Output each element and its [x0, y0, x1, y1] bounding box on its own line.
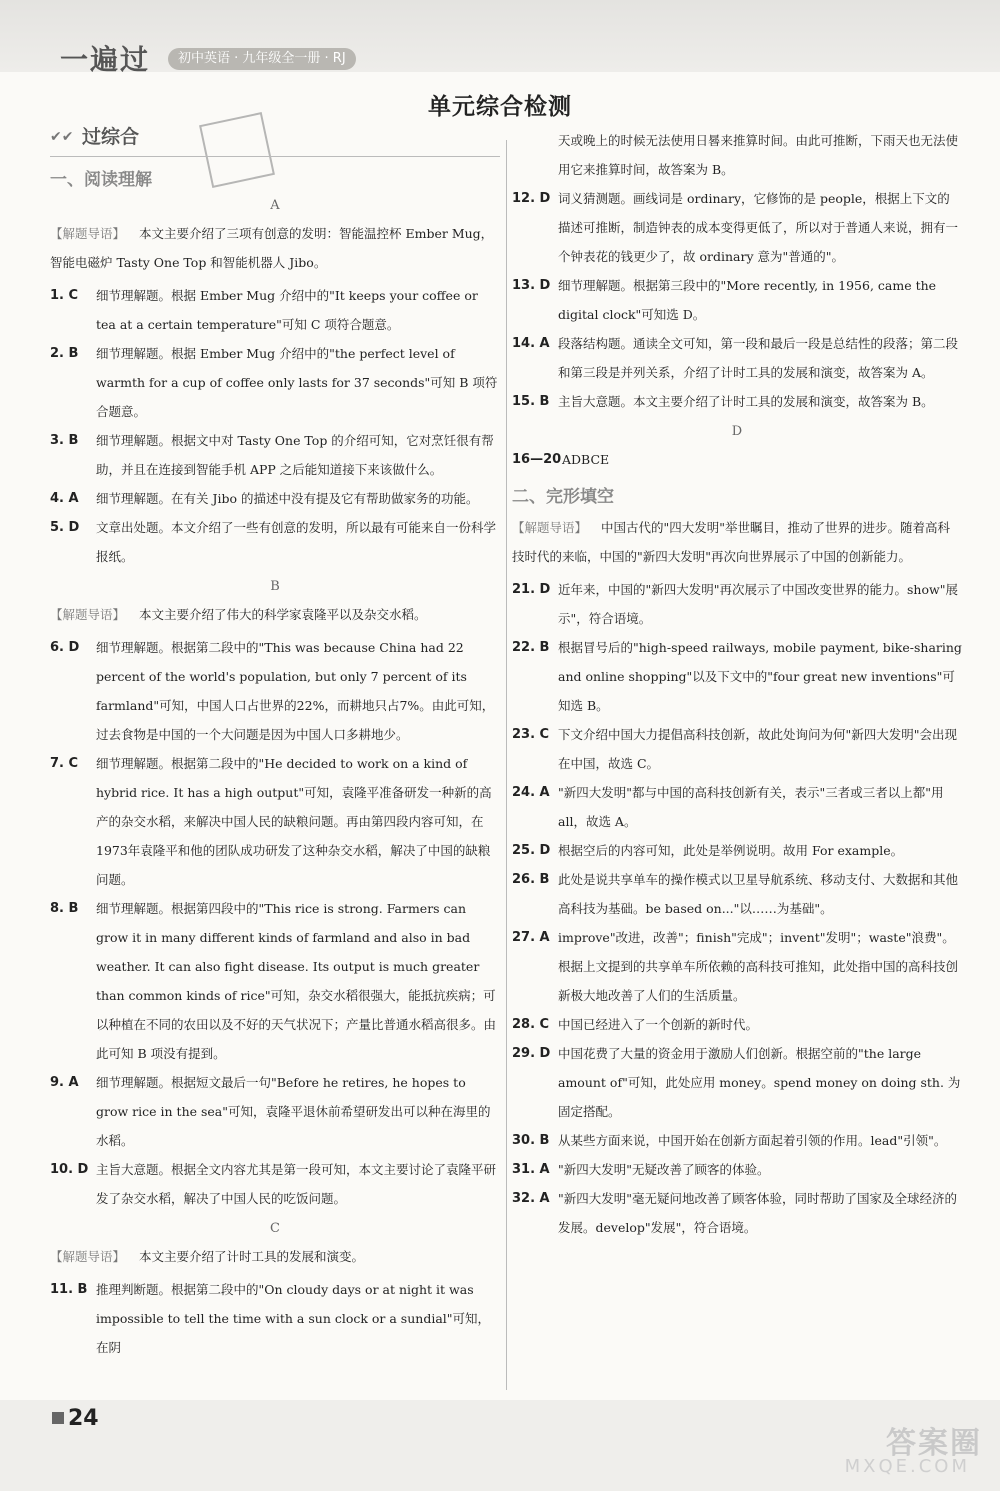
part-a-label: A [270, 198, 280, 213]
answer-item: 23. C 下文介绍中国大力提倡高科技创新，故此处询问为何"新四大发明"会出现在中国，故选 C。 [512, 727, 958, 771]
series-logo: 一遍过 [60, 43, 151, 76]
answer-continuation: 天或晚上的时候无法使用日晷来推算时间。由此可推断，下雨天也无法使用它来推算时间，故答案为 B。 [558, 133, 959, 177]
page-number: 24 [68, 1406, 99, 1431]
answer-item: 8. B 细节理解题。根据第四段中的"This rice is strong. Farmers can grow it in many different kinds of farmland and also in bad weather. It can also fight disease. Its output is much greater than common kinds of rice"可知，杂交水稻很强大，能抵抗疾病；可以种植在不同的农田以及不好的天气状况下；产量比普通水稻高很多。由此可知 B 项没有提到。 [50, 901, 497, 1061]
answer-item: 24. A "新四大发明"都与中国的高科技创新有关，表示"三者或三者以上都"用 all，故选 A。 [512, 785, 944, 829]
section-heading: ✔✔ 过综合 [50, 118, 500, 157]
answer-item: 4. A 细节理解题。在有关 Jibo 的描述中没有提及它有帮助做家务的功能。 [50, 491, 479, 506]
answer-item: 2. B 细节理解题。根据 Ember Mug 介绍中的"the perfect level of warmth for a cup of coffee only lasts for 37 seconds"可知 B 项符合题意。 [50, 346, 498, 419]
answer-item: 22. B 根据冒号后的"high-speed railways, mobile payment, bike-sharing and online shopping"以及下文中的"four great new inventions"可知选 B。 [512, 640, 962, 713]
answer-item: 5. D 文章出处题。本文介绍了一些有创意的发明，所以最有可能来自一份科学报纸。 [50, 520, 497, 564]
guide-c: 【解题导语】 本文主要介绍了计时工具的发展和演变。 [50, 1249, 365, 1264]
answer-item: 3. B 细节理解题。根据文中对 Tasty One Top 的介绍可知，它对烹饪很有帮助，并且在连接到智能手机 APP 之后能知道接下来该做什么。 [50, 433, 494, 477]
answer-item: 21. D 近年来，中国的"新四大发明"再次展示了中国改变世界的能力。show"展示"，符合语境。 [512, 582, 958, 626]
answer-item: 26. B 此处是说共享单车的操作模式以卫星导航系统、移动支付、大数据和其他高科技为基础。be based on..."以……为基础"。 [512, 872, 959, 916]
answer-item: 27. A improve"改进，改善"；finish"完成"；invent"发明"；waste"浪费"。根据上文提到的共享单车所依赖的高科技可推知，此处指中国的高科技创新极大地改善了人们的生活质量。 [512, 930, 959, 1003]
left-column [50, 118, 500, 1362]
part-d-label: D [731, 424, 743, 439]
footer-band [0, 1400, 1000, 1491]
answer-item: 16—20 ADBCE [512, 452, 610, 467]
heading-mark-icon: ✔✔ [50, 129, 74, 145]
guide-a: 【解题导语】 本文主要介绍了三项有创意的发明：智能温控杯 Ember Mug，智能电磁炉 Tasty One Top 和智能机器人 Jibo。 [50, 226, 494, 270]
right-column [512, 126, 962, 1242]
reading-heading: 一、阅读理解 [50, 170, 152, 190]
series-label: 初中英语 · 九年级全一册 · RJ [168, 48, 356, 70]
answer-item: 32. A "新四大发明"毫无疑问地改善了顾客体验，同时帮助了国家及全球经济的发展。develop"发展"，符合语境。 [512, 1191, 958, 1235]
answer-item: 13. D 细节理解题。根据第三段中的"More recently, in 1956, came the digital clock"可知选 D。 [512, 278, 937, 322]
answer-item: 9. A 细节理解题。根据短文最后一句"Before he retires, he hopes to grow rice in the sea"可知，袁隆平退休前希望研发出可以种在海里的水稻。 [50, 1075, 491, 1148]
answer-item: 15. B 主旨大意题。本文主要介绍了计时工具的发展和演变，故答案为 B。 [512, 394, 934, 409]
answer-item: 25. D 根据空后的内容可知，此处是举例说明。故用 For example。 [512, 843, 904, 858]
answer-item: 6. D 细节理解题。根据第二段中的"This was because China had 22 percent of the world's population, but only 7 percent of its farmland"可知，中国人口占世界的22%，而耕地只占7%。由此可知，过去食物是中国的一个大问题是因为中国人口多耕地少。 [50, 640, 495, 742]
answer-item: 1. C 细节理解题。根据 Ember Mug 介绍中的"It keeps your coffee or tea at a certain temperature"可知 C 项符合题意。 [50, 288, 478, 332]
page-marker-icon [52, 1412, 64, 1424]
answer-item: 14. A 段落结构题。通读全文可知，第一段和最后一段是总结性的段落；第二段和第三段是并列关系，介绍了计时工具的发展和演变，故答案为 A。 [512, 336, 959, 380]
answer-item: 12. D 词义猜测题。画线词是 ordinary，它修饰的是 people，根据上下文的描述可推断，制造钟表的成本变得更低了，所以对于普通人来说，拥有一个钟表花的钱更少了，故 ordinary 意为"普通的"。 [512, 191, 959, 264]
answer-item: 7. C 细节理解题。根据第二段中的"He decided to work on a kind of hybrid rice. It has a high output"可知，袁隆平准备研发一种新的高产的杂交水稻，来解决中国人民的缺粮问题。再由第四段内容可知，在1973年袁隆平和他的团队成功研发了这种杂交水稻，解决了中国的缺粮问题。 [50, 756, 492, 887]
guide-cloze: 【解题导语】 中国古代的"四大发明"举世瞩目，推动了世界的进步。随着高科技时代的来临，中国的"新四大发明"再次向世界展示了中国的创新能力。 [512, 520, 951, 564]
watermark-logo: 答案圈 [886, 1426, 982, 1461]
answer-item: 11. B 推理判断题。根据第二段中的"On cloudy days or at night it was impossible to tell the time with a sun clock or a sundial"可知，在阴 [50, 1282, 491, 1355]
answer-item: 28. C 中国已经进入了一个创新的新时代。 [512, 1017, 759, 1032]
answer-item: 31. A "新四大发明"无疑改善了顾客的体验。 [512, 1162, 770, 1177]
answer-item: 30. B 从某些方面来说，中国开始在创新方面起着引领的作用。lead"引领"。 [512, 1133, 947, 1148]
column-divider [506, 140, 507, 1390]
page-title: 单元综合检测 [428, 94, 572, 120]
answer-item: 10. D 主旨大意题。根据全文内容尤其是第一段可知，本文主要讨论了袁隆平研发了杂交水稻，解决了中国人民的吃饭问题。 [50, 1162, 497, 1206]
guide-b: 【解题导语】 本文主要介绍了伟大的科学家袁隆平以及杂交水稻。 [50, 607, 427, 622]
watermark-url: MXQE.COM [844, 1456, 970, 1477]
cloze-heading: 二、完形填空 [512, 487, 614, 507]
part-b-label: B [270, 579, 280, 594]
answer-item: 29. D 中国花费了大量的资金用于激励人们创新。根据空前的"the large amount of"可知，此处应用 money。spend money on doing sth. 为固定搭配。 [512, 1046, 961, 1119]
part-c-label: C [270, 1221, 280, 1236]
